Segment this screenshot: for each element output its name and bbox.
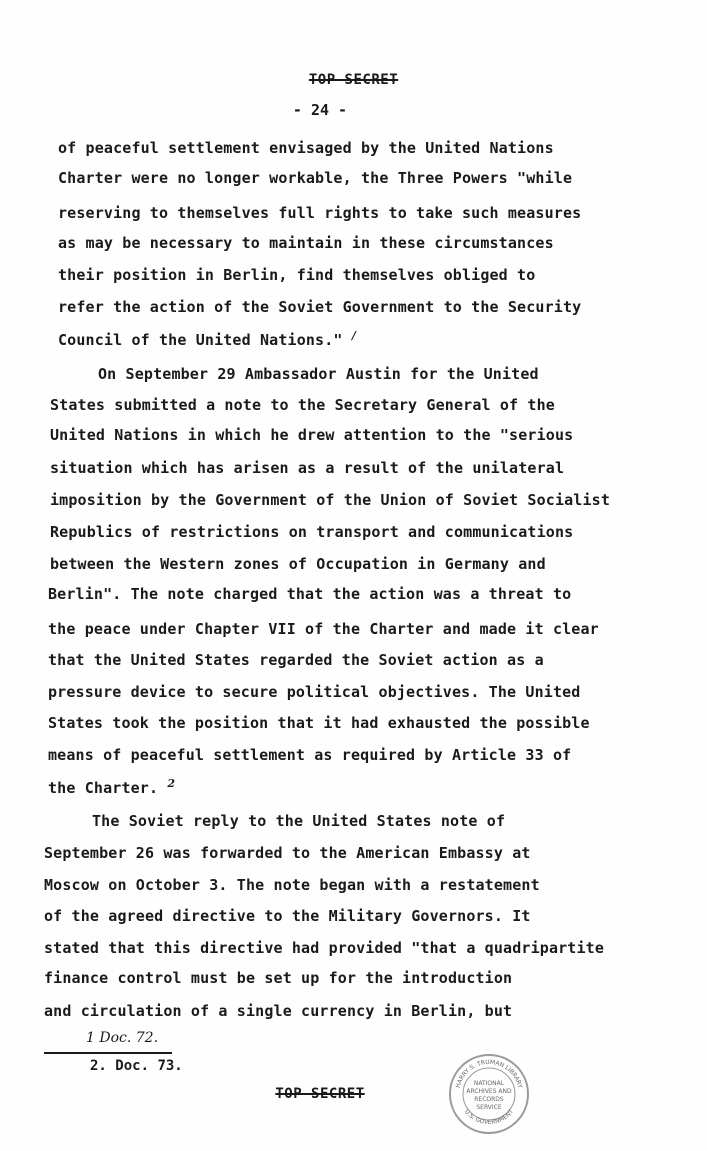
text-line: September 26 was forwarded to the American Embassy at [44, 844, 531, 862]
footnote-text: Doc. 73. [115, 1058, 183, 1074]
text-line: situation which has arisen as a result of the unilateral [50, 459, 565, 477]
text-line: Moscow on October 3. The note began with a restatement [44, 876, 540, 894]
footnote-mark: / [351, 329, 356, 342]
text-line: reserving to themselves full rights to take such measures [58, 204, 582, 222]
archives-stamp-icon [447, 1052, 531, 1136]
stamp-outer-top: HARRY S. TRUMAN LIBRARY [454, 1058, 524, 1089]
text-line: that the United States regarded the Soviet action as a [48, 651, 544, 669]
text-line: refer the action of the Soviet Government to the Security [58, 298, 582, 316]
text-line: means of peaceful settlement as required by Article 33 of [48, 746, 572, 764]
text-line: States submitted a note to the Secretary General of the [50, 396, 555, 414]
text-line: imposition by the Government of the Union of Soviet Socialist [50, 491, 611, 509]
footnote-text: Doc. 72. [99, 1030, 159, 1046]
top-classification-marking: TOP SECRET [308, 72, 399, 88]
stamp-outer-bottom: U.S. GOVERNMENT [462, 1108, 516, 1127]
footnote-mark: 2 [167, 777, 176, 790]
text-line: of the agreed directive to the Military Governors. It [44, 907, 531, 925]
footnote-number: 2. [90, 1058, 107, 1074]
text-line: The Soviet reply to the United States note of [92, 812, 506, 830]
text-line-content: Council of the United Nations." [58, 331, 343, 349]
footnote-2 [90, 1058, 183, 1074]
stamp-inner-line: SERVICE [476, 1104, 502, 1111]
text-line: of peaceful settlement envisaged by the United Nations [58, 139, 554, 157]
text-line: Charter were no longer workable, the Three Powers "while [58, 169, 573, 187]
text-line [48, 774, 175, 798]
stamp-inner-line: NATIONAL [473, 1080, 505, 1087]
footnote-1 [86, 1030, 158, 1046]
text-line: Republics of restrictions on transport and communications [50, 523, 574, 541]
text-line: stated that this directive had provided "that a quadripartite [44, 939, 605, 957]
text-line: between the Western zones of Occupation in Germany and [50, 555, 546, 573]
text-line [58, 326, 356, 350]
stamp-inner-line: RECORDS [474, 1096, 504, 1103]
text-line: their position in Berlin, find themselves obliged to [58, 266, 536, 284]
text-line: the peace under Chapter VII of the Charter and made it clear [48, 620, 599, 638]
text-line: States took the position that it had exhausted the possible [48, 714, 590, 732]
text-line: Berlin". The note charged that the action was a threat to [48, 585, 572, 603]
text-line: United Nations in which he drew attention to the "serious [50, 426, 574, 444]
footnote-divider [44, 1052, 172, 1054]
text-line: pressure device to secure political objectives. The United [48, 683, 581, 701]
text-line: finance control must be set up for the introduction [44, 969, 513, 987]
text-line: and circulation of a single currency in Berlin, but [44, 1002, 513, 1020]
footnote-number: 1 [86, 1030, 95, 1046]
stamp-inner-line: ARCHIVES AND [466, 1088, 512, 1095]
text-line: On September 29 Ambassador Austin for the United [98, 365, 539, 383]
page-number: - 24 - [292, 101, 348, 119]
bottom-classification-marking: TOP SECRET [275, 1086, 365, 1102]
text-line: as may be necessary to maintain in these circumstances [58, 234, 554, 252]
text-line-content: the Charter. [48, 779, 159, 797]
